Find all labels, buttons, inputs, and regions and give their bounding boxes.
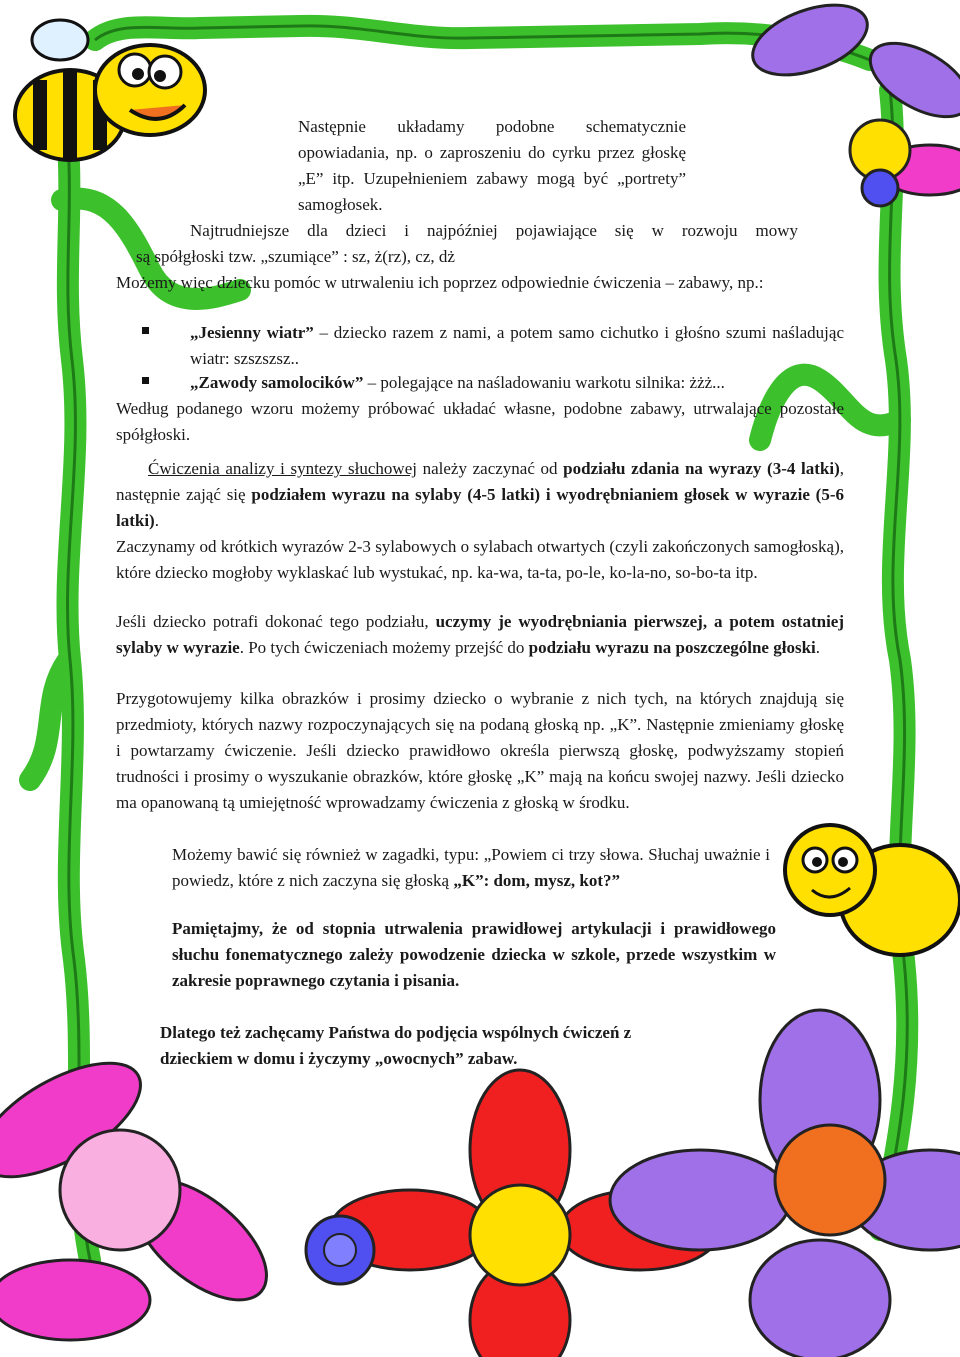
analysis-paragraph: Ćwiczenia analizy i syntezy słuchowej należy zaczynać od podziału zdania na wyrazy (3-4 latki), następnie zająć się podziałem wyrazu na sylaby (4-5 latki) i wyodrębnianiem głosek w wyrazie (5-6 latki). <box>116 459 844 530</box>
game-item-planes: „Zawody samolocików” – polegające na naśladowaniu warkotu silnika: żżż... <box>190 373 725 392</box>
bullet-icon <box>142 377 149 384</box>
pattern-paragraph: Według podanego wzoru możemy próbować układać własne, podobne zabawy, utrwalające pozostałe spółgłoski. <box>116 399 844 444</box>
flower-top-right <box>743 0 960 206</box>
help-paragraph: Możemy więc dziecku pomóc w utrwaleniu ich poprzez odpowiednie ćwiczenia – zabawy, np.: <box>116 273 764 292</box>
pictures-paragraph: Przygotowujemy kilka obrazków i prosimy dziecko o wybranie z nich tych, na których znajdują się przedmioty, których nazwy rozpoczynających się na podaną głoską np. „K”. Następnie zmieniamy głoskę i powtarzamy ćwiczenie. Jeśli dziecko prawidłowo określa pierwszą głoskę, podwyższamy stopień trudności i prosimy o wyszukanie obrazków, które głoskę „K” mają na końcu swojej nazwy. Jeśli dziecko ma opanowaną tą umiejętność wprowadzamy ćwiczenia z głoską w środku. <box>116 689 844 812</box>
intro-consonants-list: są spółgłoski tzw. „szumiące” : sz, ż(rz), cz, dż <box>136 247 455 266</box>
syllables-paragraph: Zaczynamy od krótkich wyrazów 2-3 sylabowych o sylabach otwartych (czyli zakończonych samogłoską), które dziecko mogłoby wyklaskać lub wystukać, np. ka-wa, ta-ta, po-le, ko-la-no, so-bo-ta itp. <box>116 537 844 582</box>
closing-paragraph: Dlatego też zachęcamy Państwa do podjęcia wspólnych ćwiczeń z dzieckiem w domu i życzymy „owocnych” zabaw. <box>160 1023 632 1068</box>
flower-blue-small <box>306 1216 374 1284</box>
riddles-paragraph: Możemy bawić się również w zagadki, typu: „Powiem ci trzy słowa. Słuchaj uważnie i powiedz, które z nich zaczyna się głoską „K”: dom, mysz, kot?” <box>172 845 770 890</box>
game-item-wind: „Jesienny wiatr” – dziecko razem z nami, a potem samo cichutko i głośno szumi naśladując wiatr: szszszsz.. <box>190 323 844 368</box>
flower-pink-left <box>0 1040 287 1340</box>
bullet-icon <box>142 327 149 334</box>
remember-paragraph: Pamiętajmy, że od stopnia utrwalenia prawidłowej artykulacji i prawidłowego słuchu fonematycznego zależy powodzenie dziecka w szkole, przede wszystkim w zakresie poprawnego czytania i pisania. <box>172 919 776 990</box>
intro-paragraph: Następnie układamy podobne schematycznie opowiadania, np. o zaproszeniu do cyrku przez głoskę „E” itp. Uzupełnieniem zabawy mogą być „portrety” samogłosek. <box>298 117 686 214</box>
intro-consonants-line: Najtrudniejsze dla dzieci i najpóźniej pojawiające się w rozwoju mowy <box>190 221 798 240</box>
division-paragraph: Jeśli dziecko potrafi dokonać tego podziału, uczymy je wyodrębniania pierwszej, a potem ostatniej sylaby w wyrazie. Po tych ćwiczeniach możemy przejść do podziału wyrazu na poszczególne głoski. <box>116 612 844 657</box>
bee-right <box>785 825 960 955</box>
